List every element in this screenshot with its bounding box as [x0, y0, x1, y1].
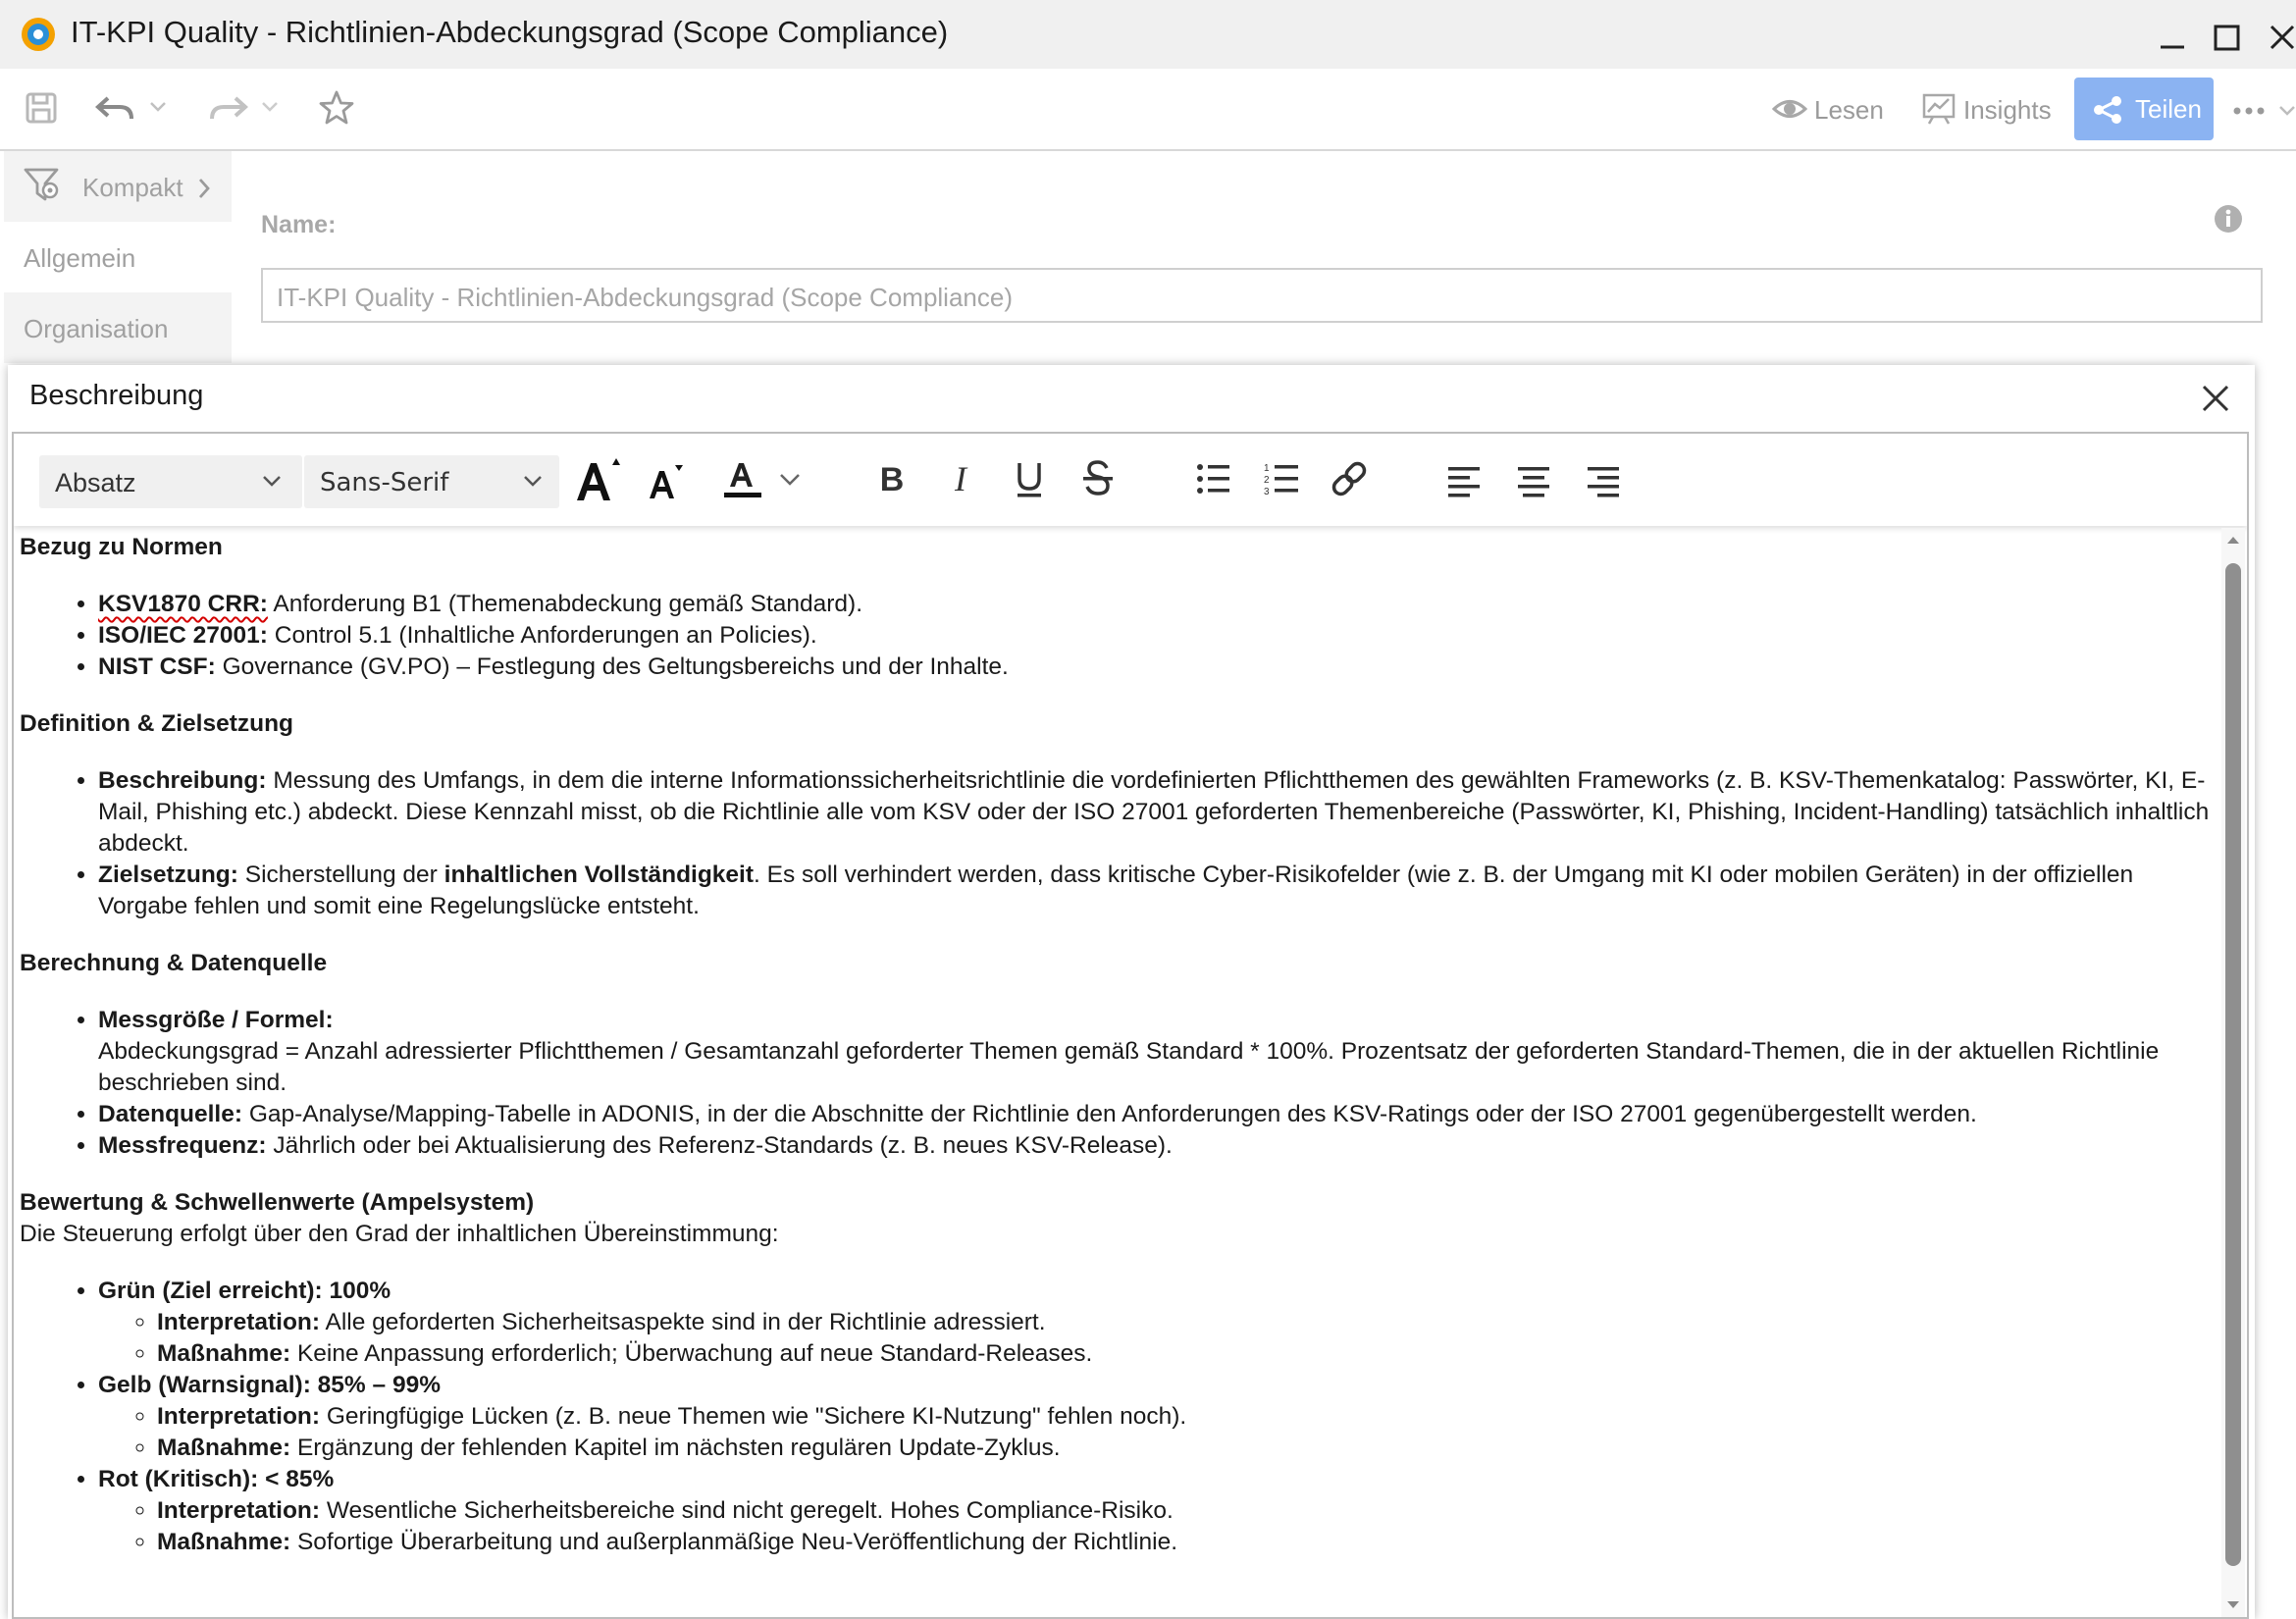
item-text: Alle geforderten Sicherheitsaspekte sind in der Richtlinie adressiert. [320, 1309, 1046, 1335]
item-label: KSV1870 CRR: [98, 591, 268, 617]
sidebar-item-label: Allgemein [24, 243, 136, 273]
item-text: Abdeckungsgrad = Anzahl adressierter Pflichtthemen / Gesamtanzahl geforderter Themen gemäß Standard * 100%. Prozentsatz der geforderten Standard-Themen, die in der aktuellen Richtlinie beschrieben sind. [98, 1038, 2160, 1096]
paragraph-format-value: Absatz [55, 468, 136, 497]
item-text: Control 5.1 (Inhaltliche Anforderungen an Policies). [267, 622, 817, 649]
chevron-down-icon [522, 473, 544, 489]
norms-list [20, 589, 2218, 683]
item-label: NIST CSF: [98, 653, 216, 680]
list-item [98, 652, 2218, 683]
list-item [157, 1433, 2218, 1464]
more-options-icon[interactable] [2233, 106, 2265, 116]
sidebar-item-allgemein[interactable] [4, 222, 232, 292]
item-text: Ergänzung der fehlenden Kapitel im nächsten regulären Update-Zyklus. [290, 1435, 1061, 1461]
name-input-value: IT-KPI Quality - Richtlinien-Abdeckungsgrad (Scope Compliance) [277, 283, 1014, 312]
undo-dropdown-icon[interactable] [149, 100, 167, 114]
list-item [98, 620, 2218, 652]
item-emphasis: inhaltlichen Vollständigkeit [444, 862, 755, 888]
more-dropdown-icon[interactable] [2278, 104, 2296, 118]
item-text: Sicherstellung der [237, 862, 444, 888]
description-dialog [8, 365, 2255, 1619]
calculation-list [20, 1005, 2218, 1162]
dialog-title: Beschreibung [29, 380, 204, 411]
scroll-thumb[interactable] [2225, 563, 2241, 1566]
item-text: Messung des Umfangs, in dem die interne Informationssicherheitsrichtlinie die vordefinierten Pflichtthemen des gewählten Frameworks (z. B. KSV-Themenkatalog: Passwörter, KI, E-Mail, Phishing etc.) abdeckt. Diese Kennzahl misst, ob die Richtlinie alle vom KSV oder der ISO 27001 geforderten Themenbereiche (Passwörter, KI, Phishing, Incident-Handling) tatsächlich inhaltlich abdeckt. [98, 767, 2210, 857]
sidebar-item-organisation[interactable] [4, 292, 232, 363]
item-label: Beschreibung: [98, 767, 267, 794]
scroll-up-arrow-icon[interactable] [2225, 534, 2241, 546]
align-center-icon[interactable] [1509, 451, 1558, 506]
read-button[interactable]: Lesen [1814, 95, 1884, 125]
threshold-level-yellow [98, 1370, 2218, 1464]
sidebar-compact-label: Kompakt [82, 173, 183, 202]
close-dialog-icon[interactable] [2200, 383, 2231, 414]
thresholds-intro: Die Steuerung erfolgt über den Grad der inhaltlichen Übereinstimmung: [20, 1221, 779, 1247]
svg-text:1: 1 [1264, 463, 1270, 474]
item-label: Messgröße / Formel: [98, 1007, 334, 1033]
item-text: Sofortige Überarbeitung und außerplanmäßige Neu-Veröffentlichung der Richtlinie. [290, 1529, 1177, 1555]
save-icon[interactable] [24, 90, 59, 126]
item-label: Messfrequenz: [98, 1132, 267, 1159]
filter-view-icon [24, 167, 63, 204]
item-text: Wesentliche Sicherheitsbereiche sind nicht geregelt. Hohes Compliance-Risiko. [320, 1497, 1174, 1524]
main-toolbar [0, 69, 2296, 151]
scroll-down-arrow-icon[interactable] [2225, 1599, 2241, 1611]
italic-icon[interactable] [936, 451, 985, 506]
section-heading-calculation: Berechnung & Datenquelle [20, 950, 328, 976]
svg-text:B: B [879, 461, 905, 498]
item-text: Jährlich oder bei Aktualisierung des Referenz-Standards (z. B. neues KSV-Release). [266, 1132, 1173, 1159]
level-title: Grün (Ziel erreicht): 100% [98, 1278, 391, 1304]
list-item [98, 589, 2218, 620]
window-title: IT-KPI Quality - Richtlinien-Abdeckungsgrad (Scope Compliance) [71, 15, 949, 49]
section-heading-norms: Bezug zu Normen [20, 534, 223, 560]
insights-button[interactable]: Insights [1963, 95, 2052, 125]
item-label: Datenquelle: [98, 1101, 243, 1127]
chevron-down-icon [261, 473, 283, 489]
text-color-icon[interactable] [718, 451, 767, 506]
app-logo-icon [22, 18, 55, 51]
list-item [157, 1307, 2218, 1338]
redo-icon[interactable] [206, 90, 249, 126]
minimize-icon[interactable] [2153, 18, 2192, 57]
list-item [157, 1527, 2218, 1558]
chevron-right-icon [196, 177, 212, 200]
item-label: Maßnahme: [157, 1340, 291, 1367]
align-right-icon[interactable] [1578, 451, 1627, 506]
rich-text-editor[interactable] [12, 432, 2249, 1619]
item-text: Governance (GV.PO) – Festlegung des Geltungsbereichs und der Inhalte. [215, 653, 1009, 680]
bold-icon[interactable] [867, 451, 916, 506]
item-label: Interpretation: [157, 1309, 321, 1335]
sub-list [98, 1401, 2218, 1464]
share-button[interactable] [2074, 78, 2214, 140]
item-text: Anforderung B1 (Themenabdeckung gemäß Standard). [267, 591, 863, 617]
list-item [157, 1495, 2218, 1527]
align-left-icon[interactable] [1440, 451, 1489, 506]
name-input[interactable] [261, 268, 2263, 323]
section-heading-thresholds: Bewertung & Schwellenwerte (Ampelsystem) [20, 1189, 535, 1216]
item-text: Geringfügige Lücken (z. B. neue Themen wie "Sichere KI-Nutzung" fehlen noch). [320, 1403, 1187, 1430]
redo-dropdown-icon[interactable] [261, 100, 279, 114]
title-bar [0, 0, 2296, 69]
share-label: Teilen [2135, 94, 2202, 124]
item-label: Zielsetzung: [98, 862, 238, 888]
list-item [98, 860, 2218, 922]
definition-list [20, 765, 2218, 922]
font-size-decrease-icon[interactable] [642, 451, 691, 506]
list-item [157, 1401, 2218, 1433]
editor-scrollbar[interactable] [2221, 528, 2245, 1617]
list-item [98, 1099, 2218, 1130]
list-item [157, 1338, 2218, 1370]
item-label: Maßnahme: [157, 1435, 291, 1461]
numbered-list-icon[interactable] [1258, 451, 1307, 506]
font-family-select[interactable] [304, 455, 559, 508]
sidebar-compact-toggle[interactable] [4, 151, 232, 222]
paragraph-format-select[interactable] [39, 455, 302, 508]
sidebar-item-label: Organisation [24, 314, 169, 343]
sub-list [98, 1307, 2218, 1370]
editor-toolbar [14, 434, 2247, 526]
list-item [98, 765, 2218, 860]
thresholds-list [20, 1276, 2218, 1558]
section-heading-definition: Definition & Zielsetzung [20, 710, 294, 737]
item-label: ISO/IEC 27001: [98, 622, 268, 649]
text-color-dropdown-icon[interactable] [775, 451, 805, 506]
name-field-label: Name: [261, 211, 337, 238]
link-icon[interactable] [1325, 451, 1374, 506]
undo-icon[interactable] [94, 90, 137, 126]
close-window-icon[interactable] [2263, 18, 2296, 57]
insights-icon[interactable] [1921, 90, 1957, 126]
font-size-increase-icon[interactable] [573, 451, 622, 506]
threshold-level-red [98, 1464, 2218, 1558]
level-title: Gelb (Warnsignal): 85% – 99% [98, 1372, 441, 1398]
info-icon[interactable] [2214, 204, 2243, 234]
item-text: Keine Anpassung erforderlich; Überwachung auf neue Standard-Releases. [290, 1340, 1093, 1367]
underline-icon[interactable] [1005, 451, 1054, 506]
item-text: . Es soll verhindert werden, dass kritische Cyber-Risikofelder (wie z. B. der Umgang mit KI oder mobilen Geräten) in der offiziellen Vorgabe fehlen und somit eine Regelungslücke entsteht. [98, 862, 2134, 919]
editor-content[interactable] [20, 526, 2218, 1617]
svg-text:3: 3 [1264, 487, 1270, 497]
font-family-value: Sans-Serif [320, 468, 449, 497]
share-icon [2092, 95, 2123, 125]
item-label: Interpretation: [157, 1403, 321, 1430]
sub-list [98, 1495, 2218, 1558]
item-label: Maßnahme: [157, 1529, 291, 1555]
strikethrough-icon[interactable] [1073, 451, 1122, 506]
threshold-level-green [98, 1276, 2218, 1370]
item-text: Gap-Analyse/Mapping-Tabelle in ADONIS, in der die Abschnitte der Richtlinie den Anforderungen des KSV-Ratings oder der ISO 27001 gegenübergestellt werden. [242, 1101, 1977, 1127]
list-item [98, 1005, 2218, 1099]
read-eye-icon[interactable] [1772, 92, 1807, 126]
level-title: Rot (Kritisch): < 85% [98, 1466, 335, 1492]
list-item [98, 1130, 2218, 1162]
bullet-list-icon[interactable] [1189, 451, 1238, 506]
maximize-icon[interactable] [2208, 18, 2247, 57]
svg-text:I: I [955, 459, 966, 498]
svg-text:2: 2 [1264, 475, 1270, 486]
favorite-star-icon[interactable] [318, 89, 355, 127]
item-label: Interpretation: [157, 1497, 321, 1524]
